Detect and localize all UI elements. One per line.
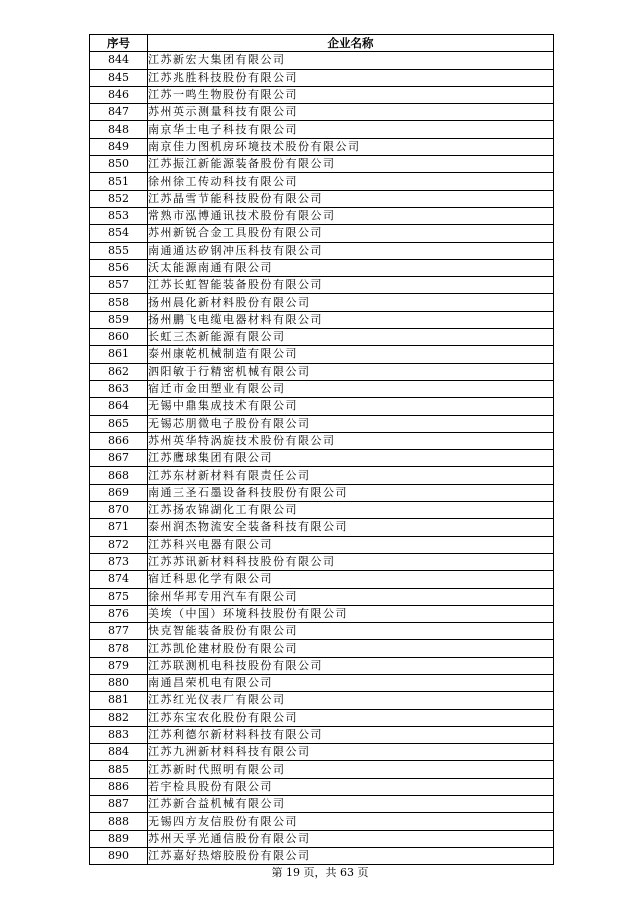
table-row <box>90 553 554 570</box>
table-row <box>90 588 554 605</box>
enterprise-name-cell: 江苏红光仪表厂有限公司 <box>148 692 554 709</box>
enterprise-name-cell: 若宇检具股份有限公司 <box>148 778 554 795</box>
enterprise-name-cell: 江苏科兴电器有限公司 <box>148 536 554 553</box>
table-row <box>90 726 554 743</box>
table-row <box>90 432 554 449</box>
table-row <box>90 623 554 640</box>
table-row <box>90 450 554 467</box>
table-row <box>90 69 554 86</box>
enterprise-name-cell: 南京佳力图机房环境技术股份有限公司 <box>148 138 554 155</box>
serial-number-cell: 877 <box>90 623 148 640</box>
serial-number-cell: 867 <box>90 450 148 467</box>
table-row <box>90 173 554 190</box>
table-row <box>90 657 554 674</box>
serial-number-cell: 854 <box>90 225 148 242</box>
table-row <box>90 692 554 709</box>
table-row <box>90 86 554 103</box>
table-row <box>90 847 554 864</box>
enterprise-name-cell: 江苏新时代照明有限公司 <box>148 761 554 778</box>
table-row <box>90 502 554 519</box>
table-row <box>90 484 554 501</box>
enterprise-name-cell: 江苏联测机电科技股份有限公司 <box>148 657 554 674</box>
enterprise-name-cell: 徐州徐工传动科技有限公司 <box>148 173 554 190</box>
serial-number-cell: 874 <box>90 571 148 588</box>
enterprise-name-cell: 苏州天孚光通信股份有限公司 <box>148 830 554 847</box>
serial-number-cell: 846 <box>90 86 148 103</box>
enterprise-name-cell: 江苏鹰球集团有限公司 <box>148 450 554 467</box>
enterprise-name-cell: 宿迁科思化学有限公司 <box>148 571 554 588</box>
enterprise-name-cell: 泗阳敏于行精密机械有限公司 <box>148 363 554 380</box>
serial-number-cell: 848 <box>90 121 148 138</box>
table-row <box>90 830 554 847</box>
enterprise-name-cell: 江苏新合益机械有限公司 <box>148 796 554 813</box>
table-row <box>90 571 554 588</box>
enterprise-name-cell: 江苏新宏大集团有限公司 <box>148 52 554 69</box>
table-row <box>90 121 554 138</box>
serial-number-cell: 862 <box>90 363 148 380</box>
enterprise-name-cell: 江苏东宝农化股份有限公司 <box>148 709 554 726</box>
table-header-row <box>90 35 554 52</box>
table-row <box>90 346 554 363</box>
table-row <box>90 536 554 553</box>
enterprise-name-cell: 苏州英示测量科技有限公司 <box>148 104 554 121</box>
enterprise-name-cell: 无锡芯朋微电子股份有限公司 <box>148 415 554 432</box>
enterprise-name-cell: 江苏利德尔新材料科技有限公司 <box>148 726 554 743</box>
table-row <box>90 398 554 415</box>
serial-number-cell: 885 <box>90 761 148 778</box>
enterprise-name-cell: 长虹三杰新能源有限公司 <box>148 329 554 346</box>
table-row <box>90 813 554 830</box>
table-row <box>90 156 554 173</box>
enterprise-name-cell: 常熟市泓博通讯技术股份有限公司 <box>148 207 554 224</box>
table-row <box>90 311 554 328</box>
serial-number-cell: 890 <box>90 847 148 864</box>
serial-number-cell: 887 <box>90 796 148 813</box>
serial-number-cell: 872 <box>90 536 148 553</box>
enterprise-name-cell: 扬州鹏飞电缆电器材料有限公司 <box>148 311 554 328</box>
enterprise-name-cell: 南京华士电子科技有限公司 <box>148 121 554 138</box>
enterprise-name-cell: 南通通达矽钢冲压科技有限公司 <box>148 242 554 259</box>
table-row <box>90 796 554 813</box>
enterprise-name-cell: 南通三圣石墨设备科技股份有限公司 <box>148 484 554 501</box>
serial-number-cell: 851 <box>90 173 148 190</box>
serial-number-cell: 859 <box>90 311 148 328</box>
table-row <box>90 640 554 657</box>
serial-number-cell: 870 <box>90 502 148 519</box>
serial-number-cell: 863 <box>90 380 148 397</box>
enterprise-name-cell: 江苏振江新能源装备股份有限公司 <box>148 156 554 173</box>
serial-number-cell: 865 <box>90 415 148 432</box>
serial-number-cell: 847 <box>90 104 148 121</box>
serial-number-cell: 876 <box>90 605 148 622</box>
table-row <box>90 259 554 276</box>
serial-number-cell: 888 <box>90 813 148 830</box>
enterprise-name-cell: 扬州晨化新材料股份有限公司 <box>148 294 554 311</box>
table-row <box>90 605 554 622</box>
table-row <box>90 207 554 224</box>
serial-number-cell: 844 <box>90 52 148 69</box>
serial-number-cell: 886 <box>90 778 148 795</box>
serial-number-cell: 864 <box>90 398 148 415</box>
table-row <box>90 778 554 795</box>
enterprise-name-cell: 泰州康乾机械制造有限公司 <box>148 346 554 363</box>
table-row <box>90 190 554 207</box>
serial-number-cell: 849 <box>90 138 148 155</box>
table-row <box>90 294 554 311</box>
enterprise-name-cell: 江苏嘉好热熔胶股份有限公司 <box>148 847 554 864</box>
table-row <box>90 709 554 726</box>
header-serial-number: 序号 <box>90 35 148 52</box>
enterprise-name-cell: 江苏苏讯新材料科技股份有限公司 <box>148 553 554 570</box>
enterprise-name-cell: 沃太能源南通有限公司 <box>148 259 554 276</box>
table-row <box>90 277 554 294</box>
enterprise-name-cell: 江苏一鸣生物股份有限公司 <box>148 86 554 103</box>
serial-number-cell: 853 <box>90 207 148 224</box>
table-row <box>90 242 554 259</box>
serial-number-cell: 879 <box>90 657 148 674</box>
serial-number-cell: 883 <box>90 726 148 743</box>
enterprise-name-cell: 宿迁市金田塑业有限公司 <box>148 380 554 397</box>
page-footer: 第 19 页，共 63 页 <box>271 866 369 879</box>
enterprise-name-cell: 美埃（中国）环境科技股份有限公司 <box>148 605 554 622</box>
serial-number-cell: 881 <box>90 692 148 709</box>
serial-number-cell: 858 <box>90 294 148 311</box>
enterprise-table <box>89 34 554 865</box>
serial-number-cell: 861 <box>90 346 148 363</box>
table-row <box>90 519 554 536</box>
serial-number-cell: 882 <box>90 709 148 726</box>
header-enterprise-name: 企业名称 <box>148 35 554 52</box>
table-row <box>90 104 554 121</box>
enterprise-name-cell: 快克智能装备股份有限公司 <box>148 623 554 640</box>
table-row <box>90 138 554 155</box>
table-row <box>90 467 554 484</box>
enterprise-name-cell: 苏州英华特涡旋技术股份有限公司 <box>148 432 554 449</box>
serial-number-cell: 889 <box>90 830 148 847</box>
table-row <box>90 761 554 778</box>
table-row <box>90 225 554 242</box>
enterprise-name-cell: 江苏东材新材料有限责任公司 <box>148 467 554 484</box>
serial-number-cell: 866 <box>90 432 148 449</box>
table-row <box>90 674 554 691</box>
enterprise-name-cell: 江苏扬农锦湖化工有限公司 <box>148 502 554 519</box>
serial-number-cell: 884 <box>90 744 148 761</box>
serial-number-cell: 852 <box>90 190 148 207</box>
serial-number-cell: 856 <box>90 259 148 276</box>
enterprise-name-cell: 无锡中鼎集成技术有限公司 <box>148 398 554 415</box>
serial-number-cell: 878 <box>90 640 148 657</box>
serial-number-cell: 845 <box>90 69 148 86</box>
table-body <box>90 52 554 865</box>
table-row <box>90 380 554 397</box>
serial-number-cell: 873 <box>90 553 148 570</box>
enterprise-name-cell: 江苏兆胜科技股份有限公司 <box>148 69 554 86</box>
serial-number-cell: 880 <box>90 674 148 691</box>
serial-number-cell: 860 <box>90 329 148 346</box>
enterprise-name-cell: 江苏凯伦建材股份有限公司 <box>148 640 554 657</box>
enterprise-name-cell: 江苏长虹智能装备股份有限公司 <box>148 277 554 294</box>
enterprise-name-cell: 无锡四方友信股份有限公司 <box>148 813 554 830</box>
serial-number-cell: 868 <box>90 467 148 484</box>
table-row <box>90 363 554 380</box>
enterprise-name-cell: 泰州润杰物流安全装备科技有限公司 <box>148 519 554 536</box>
serial-number-cell: 875 <box>90 588 148 605</box>
enterprise-name-cell: 南通昌荣机电有限公司 <box>148 674 554 691</box>
serial-number-cell: 850 <box>90 156 148 173</box>
serial-number-cell: 855 <box>90 242 148 259</box>
table-row <box>90 744 554 761</box>
enterprise-name-cell: 徐州华邦专用汽车有限公司 <box>148 588 554 605</box>
enterprise-name-cell: 苏州新锐合金工具股份有限公司 <box>148 225 554 242</box>
enterprise-name-cell: 江苏九洲新材料科技有限公司 <box>148 744 554 761</box>
table-row <box>90 52 554 69</box>
serial-number-cell: 869 <box>90 484 148 501</box>
table-row <box>90 329 554 346</box>
table-row <box>90 415 554 432</box>
serial-number-cell: 857 <box>90 277 148 294</box>
serial-number-cell: 871 <box>90 519 148 536</box>
enterprise-name-cell: 江苏晶雪节能科技股份有限公司 <box>148 190 554 207</box>
